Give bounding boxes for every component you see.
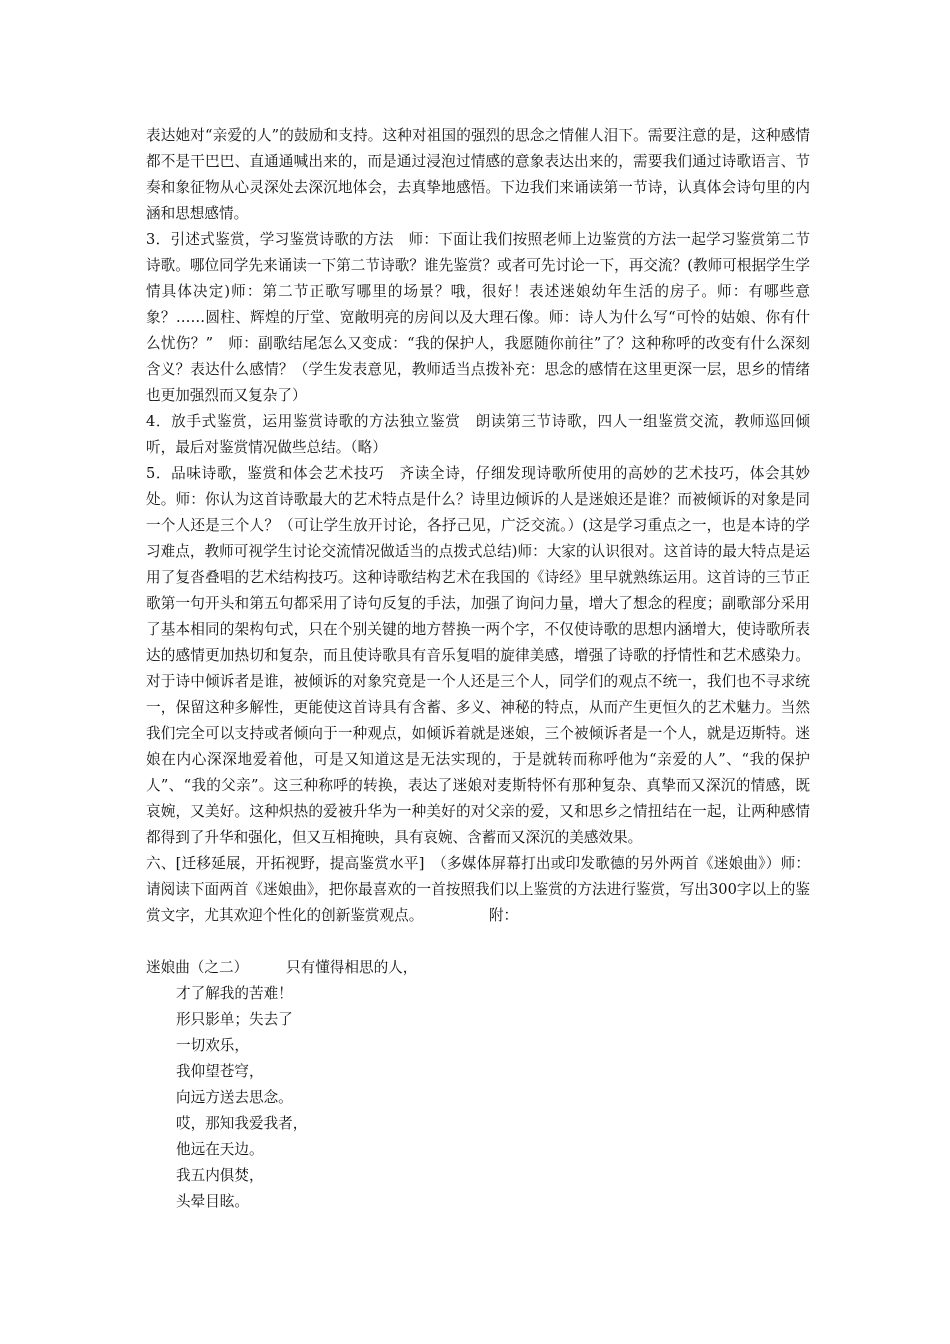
poem-first-line: 只有懂得相思的人， [286, 959, 418, 976]
poem-line: 他远在天边。 [176, 1141, 264, 1158]
blank-line [146, 929, 810, 955]
poem-line: 形只影单；失去了 [176, 1011, 293, 1028]
poem-line: 我仰望苍穹， [176, 1063, 264, 1080]
paragraph-step-4: 4．放手式鉴赏，运用鉴赏诗歌的方法独立鉴赏 朗读第三节诗歌，四人一组鉴赏交流，教师巡回倾听，最后对鉴赏情况做些总结。（略） [146, 413, 810, 456]
poem-heading [146, 955, 810, 981]
poem-line: 才了解我的苦难！ [176, 985, 293, 1002]
poem-line: 哎，那知我爱我者， [176, 1115, 308, 1132]
poem-line: 一切欢乐， [176, 1037, 249, 1054]
poem-title: 迷娘曲（之二） [146, 959, 249, 976]
poem-line: 头晕目眩。 [176, 1193, 249, 1210]
poem-line: 向远方送去思念。 [176, 1089, 293, 1106]
paragraph-step-3: 3．引述式鉴赏，学习鉴赏诗歌的方法 师：下面让我们按照老师上边鉴赏的方法一起学习鉴赏第二节诗歌。哪位同学先来诵读一下第二节诗歌？谁先鉴赏？或者可先讨论一下，再交流？(教师可根据学生学情具体决定)师：第二节正歌写哪里的场景？哦，很好！表述迷娘幼年生活的房子。师：有哪些意象？……圆柱、辉煌的厅堂、宽敞明亮的房间以及大理石像。师：诗人为什么写“可怜的姑娘、你有什么忧伤？” 师：副歌结尾怎么又变成：“我的保护人，我愿随你前往”了？这种称呼的改变有什么深刻含义？表达什么感情？（学生发表意见，教师适当点拨补充：思念的感情在这里更深一层，思乡的情绪也更加强烈而又复杂了） [146, 231, 810, 404]
document-page [146, 123, 810, 1215]
poem-body [146, 981, 810, 1215]
paragraph-step-5: 5．品味诗歌，鉴赏和体会艺术技巧 齐读全诗，仔细发现诗歌所使用的高妙的艺术技巧，体会其妙处。师：你认为这首诗歌最大的艺术特点是什么？诗里边倾诉的人是迷娘还是谁？而被倾诉的对象是同一个人还是三个人？（可让学生放开讨论，各抒己见，广泛交流。）(这是学习重点之一，也是本诗的学习难点，教师可视学生讨论交流情况做适当的点拨式总结)师：大家的认识很对。这首诗的最大特点是运用了复沓叠唱的艺术结构技巧。这种诗歌结构艺术在我国的《诗经》里早就熟练运用。这首诗的三节正歌第一句开头和第五句都采用了诗句反复的手法，加强了询问力量，增大了想念的程度；副歌部分采用了基本相同的架构句式，只在个别关键的地方替换一两个字，不仅使诗歌的思想内涵增大，使诗歌所表达的感情更加热切和复杂，而且使诗歌具有音乐复唱的旋律美感，增强了诗歌的抒情性和艺术感染力。对于诗中倾诉者是谁，被倾诉的对象究竟是一个人还是三个人，同学们的观点不统一，我们也不寻求统一，保留这种多解性，更能使这首诗具有含蓄、多义、神秘的特点，从而产生更恒久的艺术魅力。当然我们完全可以支持或者倾向于一种观点，如倾诉着就是迷娘，三个被倾诉者是一个人，就是迈斯特。迷娘在内心深深地爱着他，可是又知道这是无法实现的，于是就转而称呼他为“亲爱的人”、“我的保护人”、“我的父亲”。这三种称呼的转换，表达了迷娘对麦斯特怀有那种复杂、真挚而又深沉的情感，既哀婉，又美好。这种炽热的爱被升华为一种美好的对父亲的爱，又和思乡之情扭结在一起，让两种感情都得到了升华和强化，但又互相掩映，具有哀婉、含蓄而又深沉的美感效果。 [146, 465, 810, 846]
poem-line: 我五内俱焚， [176, 1167, 264, 1184]
paragraph-intro: 表达她对“亲爱的人”的鼓励和支持。这种对祖国的强烈的思念之情催人泪下。需要注意的是，这种感情都不是干巴巴、直通通喊出来的，而是通过浸泡过情感的意象表达出来的，需要我们通过诗歌语言、节奏和象征物从心灵深处去深沉地体会，去真挚地感悟。下边我们来诵读第一节诗，认真体会诗句里的内涵和思想感情。 [146, 127, 810, 222]
paragraph-section-6: 六、[迁移延展，开拓视野，提高鉴赏水平] （多媒体屏幕打出或印发歌德的另外两首《迷娘曲》）师：请阅读下面两首《迷娘曲》，把你最喜欢的一首按照我们以上鉴赏的方法进行鉴赏，写出300字以上的鉴赏文字，尤其欢迎个性化的创新鉴赏观点。 附： [146, 855, 810, 924]
